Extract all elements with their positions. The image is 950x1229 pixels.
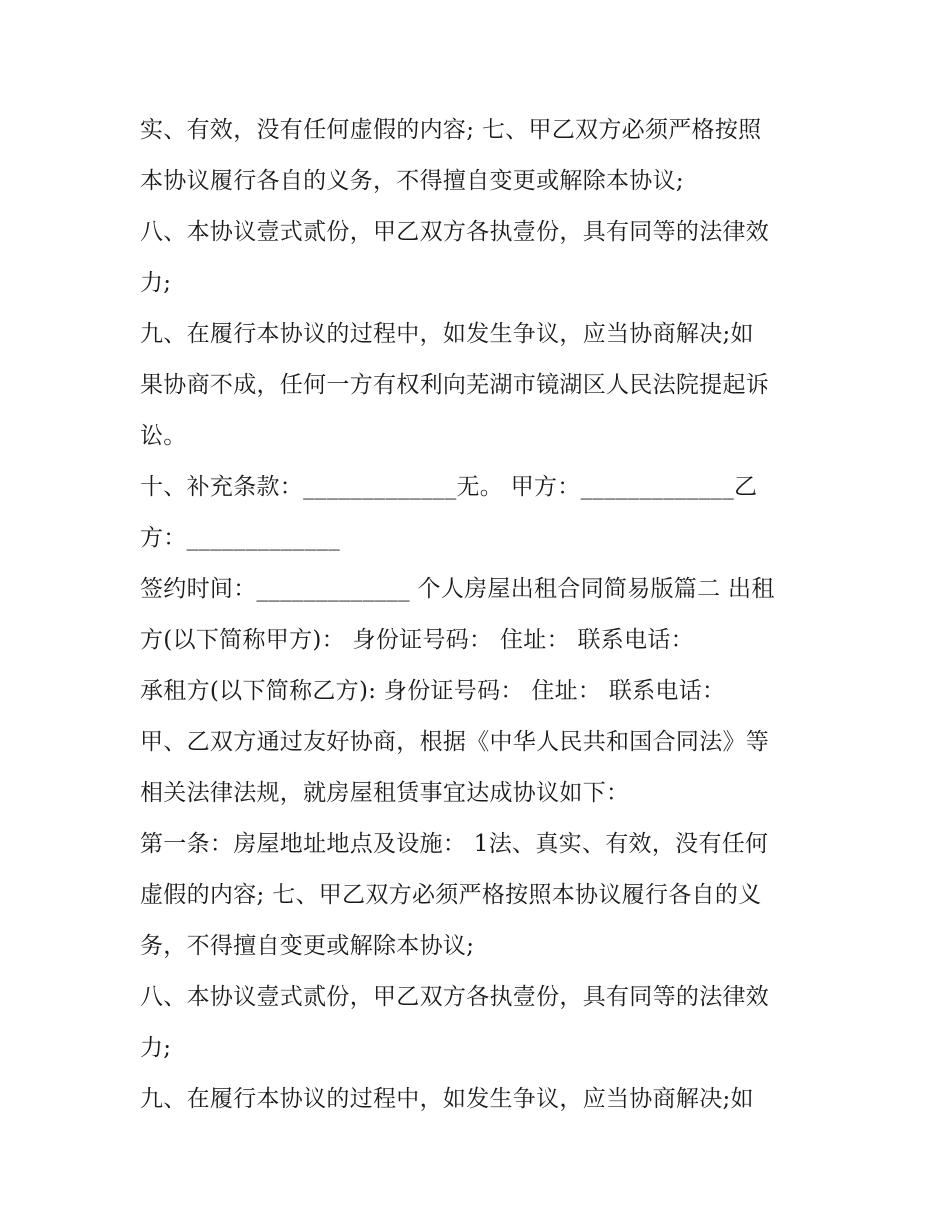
text-line: 力; <box>140 1035 172 1061</box>
text-line: 八、本协议壹式贰份，甲乙双方各执壹份，具有同等的法律效 <box>140 984 770 1010</box>
text-line: 签约时间：_____________ 个人房屋出租合同简易版篇二 出租 <box>140 576 775 602</box>
text-line: 十、补充条款：_____________无。 甲方：_____________乙 <box>140 474 758 500</box>
text-line: 方：_____________ <box>140 525 340 551</box>
text-line: 承租方(以下简称乙方): 身份证号码： 住址： 联系电话： <box>140 678 726 704</box>
text-line: 甲、乙双方通过友好协商，根据《中华人民共和国合同法》等 <box>140 729 770 755</box>
text-line: 虚假的内容; 七、甲乙双方必须严格按照本协议履行各自的义 <box>140 882 762 908</box>
text-line: 力; <box>140 270 172 296</box>
text-line: 本协议履行各自的义务，不得擅自变更或解除本协议; <box>140 168 684 194</box>
text-line: 九、在履行本协议的过程中，如发生争议，应当协商解决;如 <box>140 1086 754 1112</box>
text-line: 九、在履行本协议的过程中，如发生争议，应当协商解决;如 <box>140 321 754 347</box>
text-line: 务，不得擅自变更或解除本协议; <box>140 933 475 959</box>
text-line: 第一条：房屋地址地点及设施： 1法、真实、有效，没有任何 <box>140 831 769 857</box>
text-line: 实、有效，没有任何虚假的内容; 七、甲乙双方必须严格按照 <box>140 117 762 143</box>
document-body <box>140 105 820 1125</box>
text-line: 相关法律法规，就房屋租赁事宜达成协议如下： <box>140 780 630 806</box>
text-line: 果协商不成，任何一方有权利向芜湖市镜湖区人民法院提起诉 <box>140 372 770 398</box>
text-line: 八、本协议壹式贰份，甲乙双方各执壹份，具有同等的法律效 <box>140 219 770 245</box>
text-line: 方(以下简称甲方)： 身份证号码： 住址： 联系电话： <box>140 627 694 653</box>
text-line: 讼。 <box>140 423 187 449</box>
